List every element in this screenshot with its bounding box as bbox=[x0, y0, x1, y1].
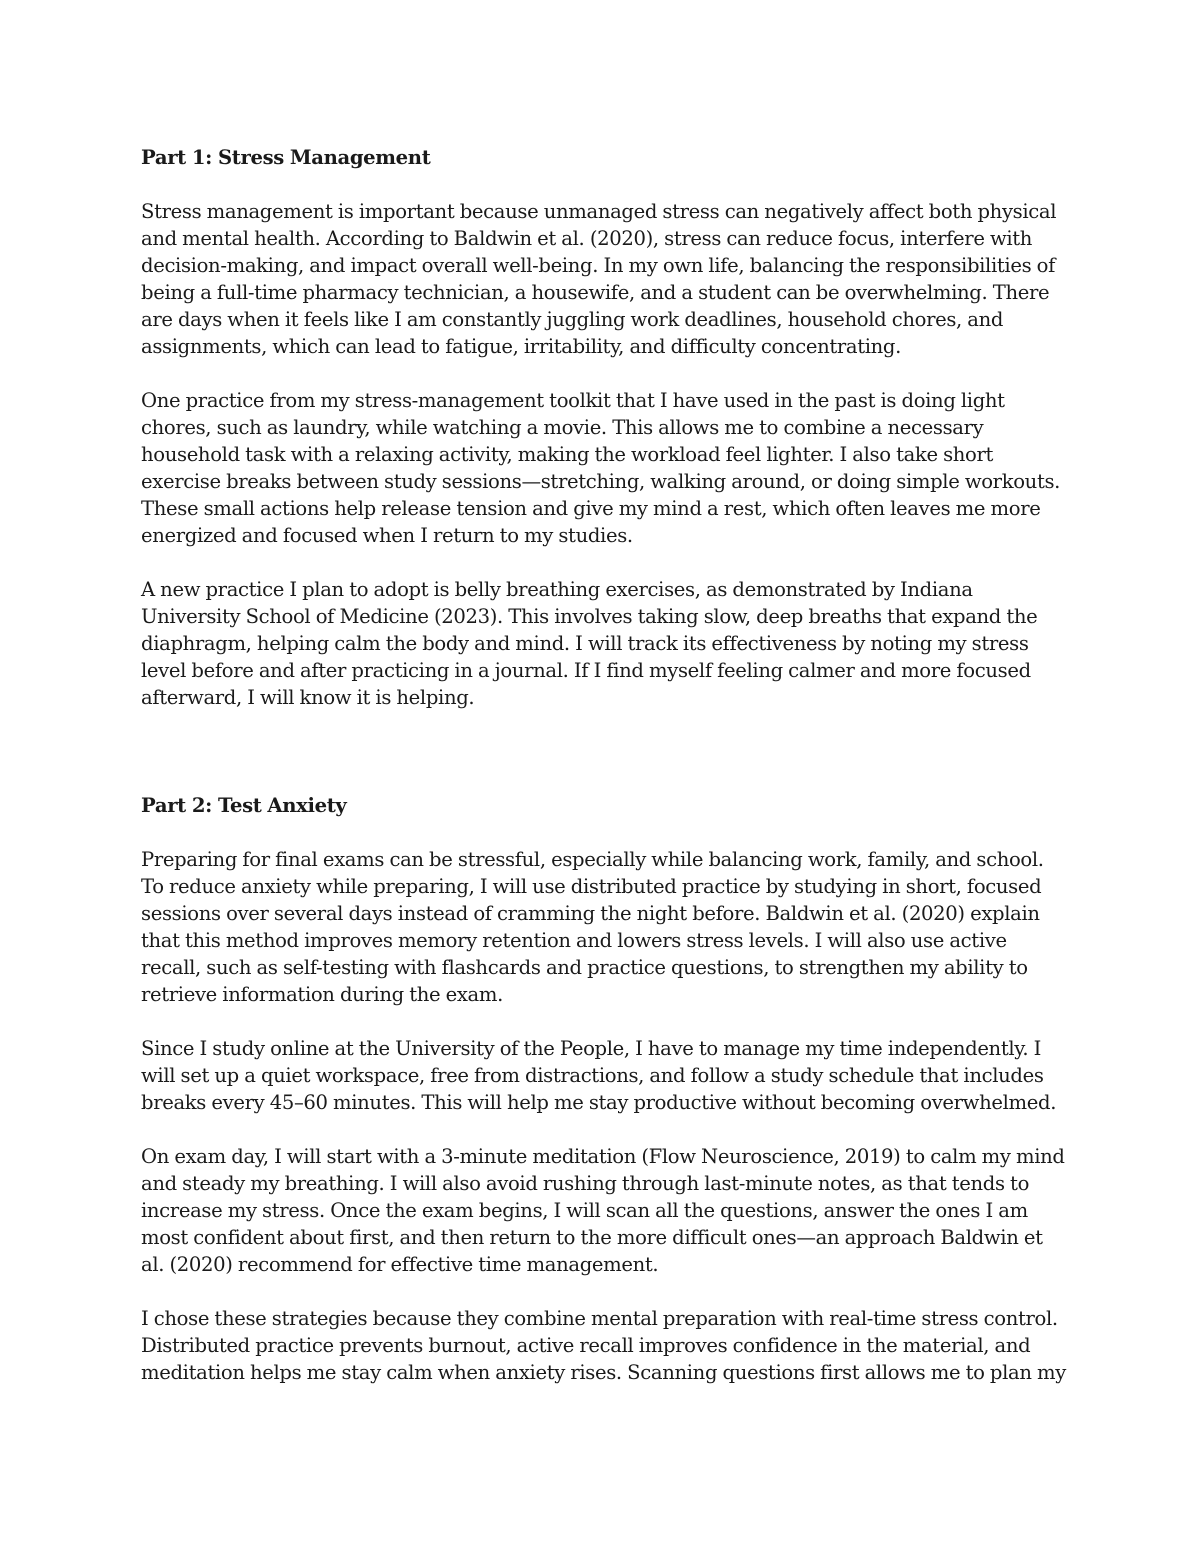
part2-heading: Part 2: Test Anxiety bbox=[141, 794, 347, 817]
part1-paragraph: Stress management is important because unmanaged stress can negatively affect both physical and mental health. According to Baldwin et al. (2020), stress can reduce focus, interfere with decision-making, and impact overall well-being. In my own life, balancing the responsibilities of being a full-time pharmacy technician, a housewife, and a student can be overwhelming. There are days when it feels like I am constantly juggling work deadlines, household chores, and assignments, which can lead to fatigue, irritability, and difficulty concentrating. bbox=[141, 200, 1057, 358]
part1-heading: Part 1: Stress Management bbox=[141, 146, 431, 169]
document-body bbox=[141, 144, 1071, 1386]
part1-paragraph: A new practice I plan to adopt is belly breathing exercises, as demonstrated by Indiana University School of Medicine (2023). This involves taking slow, deep breaths that expand the diaphragm, helping calm the body and mind. I will track its effectiveness by noting my stress level before and after practicing in a journal. If I find myself feeling calmer and more focused afterward, I will know it is helping. bbox=[141, 578, 1038, 709]
part2-paragraph: On exam day, I will start with a 3-minute meditation (Flow Neuroscience, 2019) to calm my mind and steady my breathing. I will also avoid rushing through last-minute notes, as that tends to increase my stress. Once the exam begins, I will scan all the questions, answer the ones I am most confident about first, and then return to the more difficult ones—an approach Baldwin et al. (2020) recommend for effective time management. bbox=[141, 1145, 1065, 1276]
part2-paragraph: I chose these strategies because they combine mental preparation with real-time stress control. Distributed practice prevents burnout, active recall improves confidence in the material, and meditation helps me stay calm when anxiety rises. Scanning questions first allows me to plan my bbox=[141, 1307, 1066, 1384]
part1-paragraph: One practice from my stress-management toolkit that I have used in the past is doing light chores, such as laundry, while watching a movie. This allows me to combine a necessary household task with a relaxing activity, making the workload feel lighter. I also take short exercise breaks between study sessions—stretching, walking around, or doing simple workouts. These small actions help release tension and give my mind a rest, which often leaves me more energized and focused when I return to my studies. bbox=[141, 389, 1061, 547]
part2-paragraph: Preparing for final exams can be stressful, especially while balancing work, family, and school. To reduce anxiety while preparing, I will use distributed practice by studying in short, focused sessions over several days instead of cramming the night before. Baldwin et al. (2020) explain that this method improves memory retention and lowers stress levels. I will also use active recall, such as self-testing with flashcards and practice questions, to strengthen my ability to retrieve information during the exam. bbox=[141, 848, 1044, 1006]
part2-paragraph: Since I study online at the University of the People, I have to manage my time independently. I will set up a quiet workspace, free from distractions, and follow a study schedule that includes breaks every 45–60 minutes. This will help me stay productive without becoming overwhelmed. bbox=[141, 1037, 1057, 1114]
